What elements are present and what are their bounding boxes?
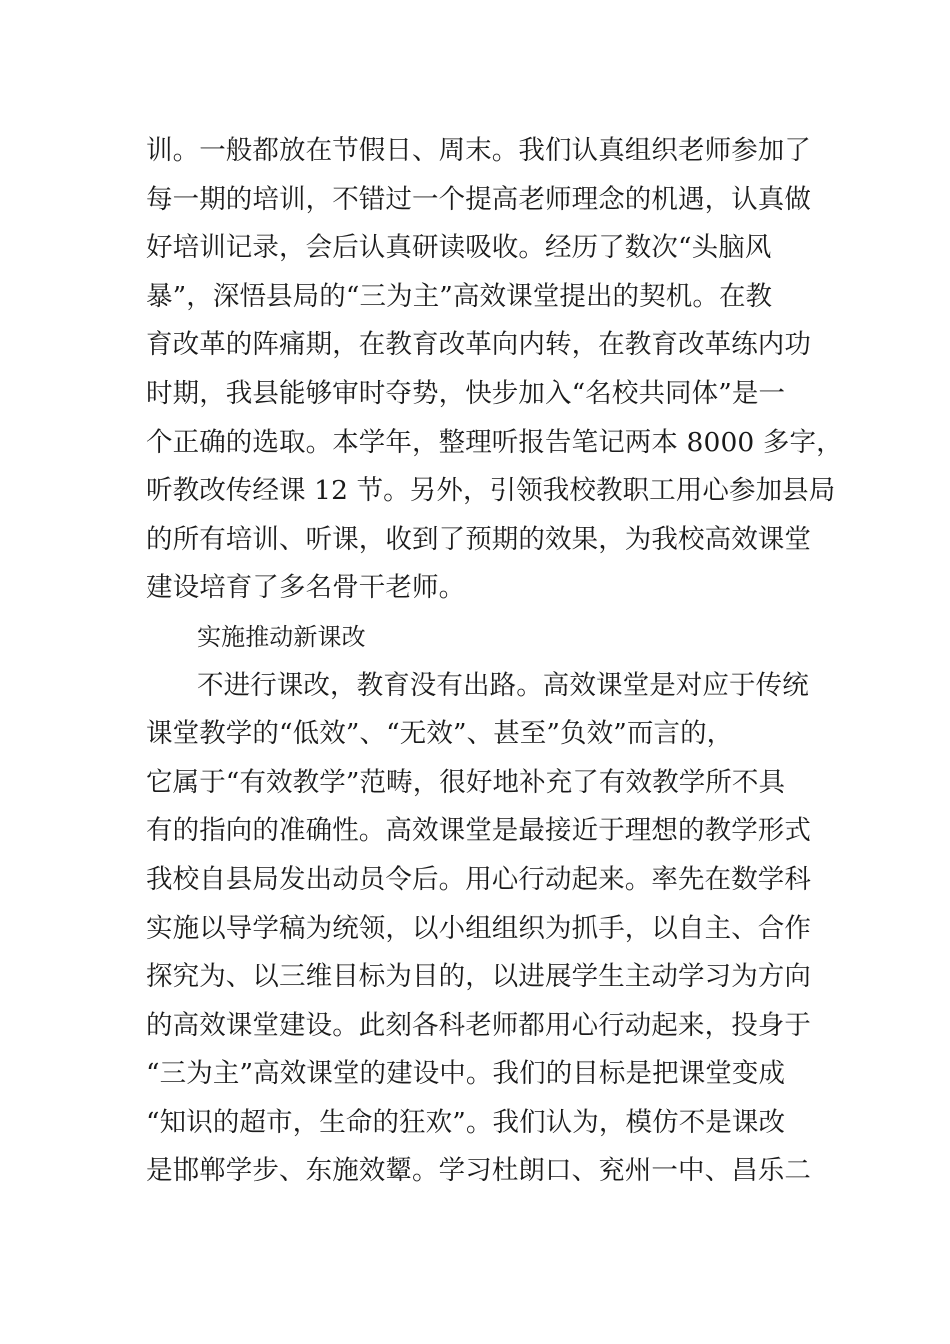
text-line: 训。一般都放在节假日、周末。我们认真组织老师参加了 [146, 135, 811, 166]
text-line: 个正确的选取。本学年，整理听报告笔记两本 8000 多字， [146, 426, 843, 458]
text-line: 我校自县局发出动员令后。用心行动起来。率先在数学科 [146, 863, 811, 895]
section-heading: 实施推动新课改 [197, 622, 366, 651]
text-line: 暴”，深悟县局的“三为主”高效课堂提出的契机。在教 [146, 280, 773, 312]
text-line: “三为主”高效课堂的建设中。我们的目标是把课堂变成 [146, 1058, 786, 1090]
text-line: 有的指向的准确性。高效课堂是最接近于理想的教学形式 [146, 815, 811, 847]
text-line: 时期，我县能够审时夺势，快步加入“名校共同体”是一 [146, 377, 786, 409]
text-line: 探究为、以三维目标为目的，以进展学生主动学习为方向 [146, 961, 811, 993]
text-line: 实施以导学稿为统领，以小组组织为抓手，以自主、合作 [146, 912, 811, 944]
text-line: 的所有培训、听课，收到了预期的效果，为我校高效课堂 [146, 523, 811, 555]
text-line: 好培训记录，会后认真研读吸收。经历了数次“头脑风 [146, 232, 772, 264]
text-line: 它属于“有效教学”范畴，很好地补充了有效教学所不具 [146, 766, 786, 798]
text-line: 不进行课改，教育没有出路。高效课堂是对应于传统 [197, 669, 809, 701]
text-line: 建设培育了多名骨干老师。 [146, 572, 466, 604]
text-line: 是邯郸学步、东施效颦。学习杜朗口、兖州一中、昌乐二 [146, 1155, 811, 1187]
text-line: 课堂教学的“低效”、“无效”、甚至”负效”而言的， [146, 718, 734, 750]
document-body [146, 127, 843, 1196]
text-line: 听教改传经课 12 节。另外，引领我校教职工用心参加县局 [146, 475, 836, 507]
text-line: 育改革的阵痛期，在教育改革向内转，在教育改革练内功 [146, 329, 811, 361]
text-line: 的高效课堂建设。此刻各科老师都用心行动起来，投身于 [146, 1009, 811, 1041]
text-line: 每一期的培训，不错过一个提高老师理念的机遇，认真做 [146, 183, 811, 215]
text-line: “知识的超市，生命的狂欢”。我们认为，模仿不是课改 [146, 1106, 786, 1138]
